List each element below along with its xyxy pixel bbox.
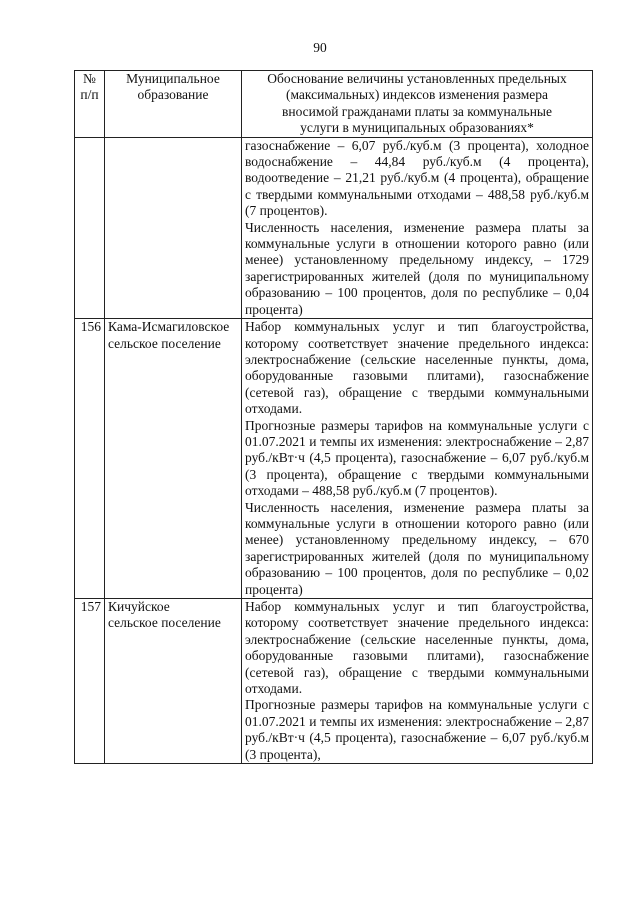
header-justification-line: (максимальных) индексов изменения размера	[285, 87, 549, 103]
table-row	[75, 319, 593, 599]
header-justification-line: услуги в муниципальных образованиях*	[300, 120, 534, 136]
row-number: 157	[75, 599, 105, 764]
header-municipality	[105, 71, 242, 138]
page-number: 90	[313, 40, 327, 55]
row-municipality	[105, 319, 242, 599]
header-num-line: №	[83, 71, 96, 86]
table-row	[75, 599, 593, 764]
header-row	[75, 71, 593, 138]
table-header	[75, 71, 593, 138]
municipal-index-table	[74, 70, 593, 764]
header-num-line: п/п	[80, 87, 99, 103]
row-justification	[242, 319, 593, 599]
header-num	[75, 71, 105, 138]
municipality-name-line: сельское поселение	[108, 335, 221, 351]
justification-paragraph: Прогнозные размеры тарифов на коммунальные услуги с 01.07.2021 и темпы их изменения: электроснабжение – 2,87 руб./кВт·ч (4,5 процента), газоснабжение – 6,07 руб./куб.м (3 процента),	[245, 697, 589, 762]
municipality-name-line: сельское поселение	[108, 615, 221, 631]
header-justification-line: Обоснование величины установленных предельных	[267, 71, 567, 86]
header-municipality-line: образование	[137, 87, 209, 103]
row-justification	[242, 137, 593, 318]
row-municipality	[105, 599, 242, 764]
row-municipality	[105, 137, 242, 318]
justification-paragraph: Набор коммунальных услуг и тип благоустройства, которому соответствует значение предельного индекса: электроснабжение (сельские населенные пункты, дома, оборудованные газовыми плитами), газоснабжение (сетевой газ), обращение с твердыми коммунальными отходами.	[245, 599, 589, 697]
justification-paragraph: Набор коммунальных услуг и тип благоустройства, которому соответствует значение предельного индекса: электроснабжение (сельские населенные пункты, дома, оборудованные газовыми плитами), газоснабжение (сетевой газ), обращение с твердыми коммунальными отходами.	[245, 319, 589, 417]
row-number: 156	[75, 319, 105, 599]
justification-paragraph: газоснабжение – 6,07 руб./куб.м (3 процента), холодное водоснабжение – 44,84 руб./куб.м (4 процента), водоотведение – 21,21 руб./куб.м (4 процента), обращение с твердыми коммунальными отходами – 488,58 руб./куб.м (7 процентов).	[245, 137, 589, 219]
justification-paragraph: Численность населения, изменение размера платы за коммунальные услуги в отношении которого равно (или менее) установленному предельному индексу, – 1729 зарегистрированных жителей (доля по муниципальному образованию – 100 процентов, доля по республике – 0,04 процента)	[245, 219, 589, 317]
header-justification	[242, 71, 593, 138]
table-row	[75, 137, 593, 318]
municipality-name-line: Кама-Исмагиловское	[108, 319, 230, 335]
municipality-name-line: Кичуйское	[108, 599, 170, 614]
row-number	[75, 137, 105, 318]
justification-paragraph: Прогнозные размеры тарифов на коммунальные услуги с 01.07.2021 и темпы их изменения: электроснабжение – 2,87 руб./кВт·ч (4,5 процента), газоснабжение – 6,07 руб./куб.м (3 процента), обращение с твердыми коммунальными отходами – 488,58 руб./куб.м (7 процентов).	[245, 417, 589, 499]
row-justification	[242, 599, 593, 764]
justification-paragraph: Численность населения, изменение размера платы за коммунальные услуги в отношении которого равно (или менее) установленному предельному индексу, – 670 зарегистрированных жителей (доля по муниципальному образованию – 100 процентов, доля по республике – 0,02 процента)	[245, 499, 589, 597]
header-justification-line: вносимой гражданами платы за коммунальные	[282, 103, 552, 119]
header-municipality-line: Муниципальное	[126, 71, 220, 86]
